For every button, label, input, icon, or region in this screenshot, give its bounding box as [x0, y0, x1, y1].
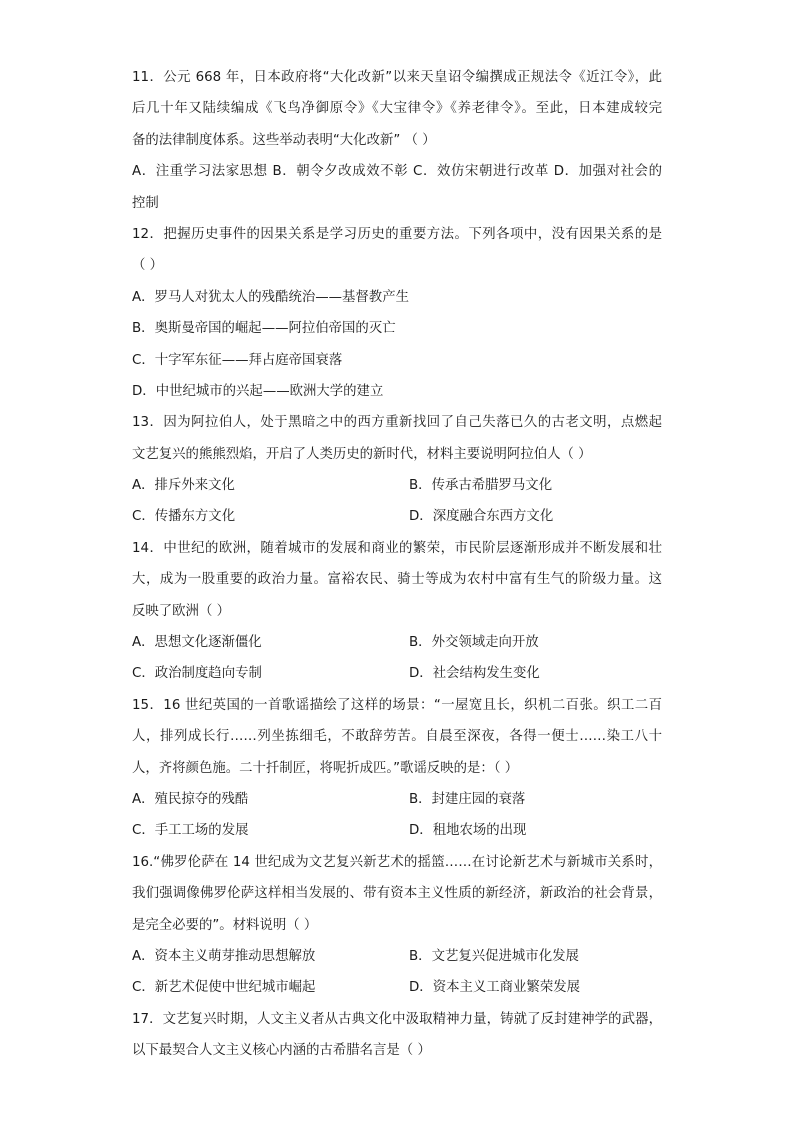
option-c: C．手工工场的发展 [132, 823, 249, 839]
exam-page [132, 62, 662, 1067]
question-text-line: 12．把握历史事件的因果关系是学习历史的重要方法。下列各项中，没有因果关系的是 [132, 226, 662, 242]
option-row [132, 627, 662, 658]
option-row [132, 501, 662, 532]
option-line: 控制 [132, 195, 159, 211]
option-row [132, 941, 662, 972]
option-b: B．奥斯曼帝国的崛起——阿拉伯帝国的灭亡 [132, 321, 396, 337]
option-a: A．资本主义萌芽推动思想解放 [132, 948, 316, 964]
option-c: C．政治制度趋向专制 [132, 666, 262, 682]
option-row [132, 470, 662, 501]
question-text-line: 文艺复兴的熊熊烈焰，开启了人类历史的新时代，材料主要说明阿拉伯人（ ） [132, 446, 592, 462]
option-d: D．租地农场的出现 [409, 823, 527, 839]
option-b: B．封建庄园的衰落 [409, 791, 526, 807]
question-text-line: 16.“佛罗伦萨在 14 世纪成为文艺复兴新艺术的摇篮……在讨论新艺术与新城市关系时， [132, 854, 662, 870]
question-text-line: 人，排列成长行……列坐拣细毛，不敢辞劳苦。自晨至深夜，各得一便士……染工八十 [132, 729, 662, 745]
option-a: A．罗马人对犹太人的残酷统治——基督教产生 [132, 289, 409, 305]
question-11 [132, 62, 662, 219]
option-a: A．殖民掠夺的残酷 [132, 791, 249, 807]
question-text-line: （ ） [132, 258, 164, 274]
question-15 [132, 690, 662, 847]
option-c: C．新艺术促使中世纪城市崛起 [132, 980, 316, 996]
option-c: C．十字军东征——拜占庭帝国衰落 [132, 352, 343, 368]
question-17 [132, 1004, 662, 1067]
option-row [132, 658, 662, 689]
option-d: D．资本主义工商业繁荣发展 [409, 980, 580, 996]
question-text-line: 14．中世纪的欧洲，随着城市的发展和商业的繁荣，市民阶层逐渐形成并不断发展和壮 [132, 540, 662, 556]
question-text-line: 以下最契合人文主义核心内涵的古希腊名言是（ ） [132, 1043, 431, 1059]
question-text-line: 15．16 世纪英国的一首歌谣描绘了这样的场景：“一屋宽且长，织机二百张。织工二百 [132, 697, 662, 713]
question-text-line: 人，齐将颜色施。二十扦制匠，将呢折成匹。”歌谣反映的是：（ ） [132, 760, 519, 776]
question-text-line: 大，成为一股重要的政治力量。富裕农民、骑士等成为农村中富有生气的阶级力量。这 [132, 572, 662, 588]
option-b: B．文艺复兴促进城市化发展 [409, 948, 579, 964]
option-row [132, 972, 662, 1003]
option-a: A．思想文化逐渐僵化 [132, 635, 262, 651]
question-text-line: 17．文艺复兴时期，人文主义者从古典文化中汲取精神力量，铸就了反封建神学的武器， [132, 1011, 662, 1027]
option-a: A．排斥外来文化 [132, 478, 235, 494]
option-d: D．深度融合东西方文化 [409, 509, 554, 525]
option-b: B．外交领域走向开放 [409, 635, 539, 651]
question-text-line: 13．因为阿拉伯人，处于黑暗之中的西方重新找回了自己失落已久的古老文明，点燃起 [132, 415, 662, 431]
option-c: C．传播东方文化 [132, 509, 236, 525]
option-b: B．传承古希腊罗马文化 [409, 478, 553, 494]
question-text-line: 后几十年又陆续编成《飞鸟净御原令》《大宝律令》《养老律令》。至此，日本建成较完 [132, 101, 662, 117]
option-d: D．中世纪城市的兴起——欧洲大学的建立 [132, 383, 384, 399]
question-16 [132, 847, 662, 1004]
option-row [132, 784, 662, 815]
option-line: A．注重学习法家思想 B．朝令夕改成效不彰 C．效仿宋朝进行改革 D．加强对社会的 [132, 164, 662, 180]
question-13 [132, 407, 662, 533]
question-text-line: 是完全必要的”。材料说明（ ） [132, 917, 318, 933]
option-row [132, 815, 662, 846]
option-d: D．社会结构发生变化 [409, 666, 540, 682]
question-12 [132, 219, 662, 407]
question-14 [132, 533, 662, 690]
question-text-line: 11．公元 668 年，日本政府将“大化改新”以来天皇诏令编撰成正规法令《近江令》，此 [132, 70, 662, 85]
question-text-line: 备的法律制度体系。这些举动表明“大化改新” （ ） [132, 132, 436, 148]
question-text-line: 反映了欧洲（ ） [132, 603, 230, 619]
question-text-line: 我们强调像佛罗伦萨这样相当发展的、带有资本主义性质的新经济，新政治的社会背景， [132, 886, 662, 902]
